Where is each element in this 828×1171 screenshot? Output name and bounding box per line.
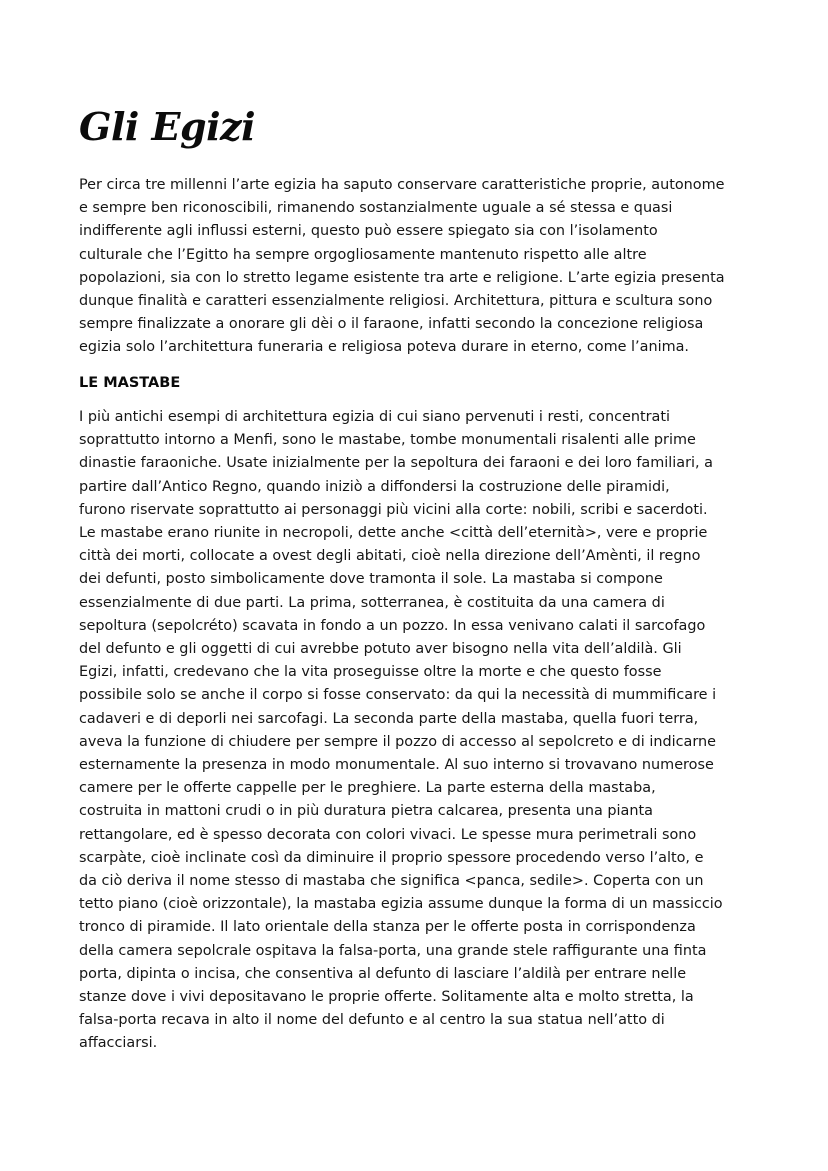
text-line: indifferente agli influssi esterni, questo può essere spiegato sia con l’isolamento xyxy=(79,223,658,240)
text-line: possibile solo se anche il corpo si fosse conservato: da qui la necessità di mummificare i xyxy=(79,687,717,704)
text-line: egizia solo l’architettura funeraria e religiosa poteva durare in eterno, come l’anima. xyxy=(79,339,689,356)
text-line: furono riservate soprattutto ai personaggi più vicini alla corte: nobili, scribi e sacerdoti. xyxy=(79,501,708,518)
text-line: partire dall’Antico Regno, quando iniziò a diffondersi la costruzione delle piramidi, xyxy=(79,478,670,495)
section-heading: LE MASTABE xyxy=(79,375,181,391)
text-line: dei defunti, posto simbolicamente dove tramonta il sole. La mastaba si compone xyxy=(79,571,663,588)
text-line: porta, dipinta o incisa, che consentiva al defunto di lasciare l’aldilà per entrare nelle xyxy=(79,965,687,982)
text-line: affacciarsi. xyxy=(79,1035,158,1052)
text-line: costruita in mattoni crudi o in più duratura pietra calcarea, presenta una pianta xyxy=(79,803,653,820)
text-line: della camera sepolcrale ospitava la falsa-porta, una grande stele raffigurante una finta xyxy=(79,942,707,959)
text-line: cadaveri e di deporli nei sarcofagi. La seconda parte della mastaba, quella fuori terra, xyxy=(79,710,699,727)
text-line: Per circa tre millenni l’arte egizia ha saputo conservare caratteristiche proprie, autonome xyxy=(79,177,725,193)
text-line: del defunto e gli oggetti di cui avrebbe potuto aver bisogno nella vita dell’aldilà. Gli xyxy=(79,641,682,658)
text-line: essenzialmente di due parti. La prima, sotterranea, è costituita da una camera di xyxy=(79,594,665,611)
text-line: soprattutto intorno a Menfi, sono le mastabe, tombe monumentali risalenti alle prime xyxy=(79,432,696,449)
text-line: aveva la funzione di chiudere per sempre il pozzo di accesso al sepolcreto e di indicarne xyxy=(79,733,716,750)
text-line: tetto piano (cioè orizzontale), la mastaba egizia assume dunque la forma di un massiccio xyxy=(79,896,723,913)
text-line: camere per le offerte cappelle per le preghiere. La parte esterna della mastaba, xyxy=(79,780,656,797)
intro-paragraph xyxy=(79,174,759,360)
body-paragraph xyxy=(79,406,759,1056)
text-line: dinastie faraoniche. Usate inizialmente per la sepoltura dei faraoni e dei loro familiari, a xyxy=(79,455,713,472)
text-line: dunque finalità e caratteri essenzialmente religiosi. Architettura, pittura e scultura sono xyxy=(79,293,713,310)
text-line: Le mastabe erano riunite in necropoli, dette anche <città dell’eternità>, vere e proprie xyxy=(79,525,708,542)
text-line: popolazioni, sia con lo stretto legame esistente tra arte e religione. L’arte egizia presenta xyxy=(79,269,725,286)
text-line: sempre finalizzate a onorare gli dèi o il faraone, infatti secondo la concezione religiosa xyxy=(79,316,704,333)
text-line: esternamente la presenza in modo monumentale. Al suo interno si trovavano numerose xyxy=(79,757,714,774)
text-line: da ciò deriva il nome stesso di mastaba che significa <panca, sedile>. Coperta con un xyxy=(79,873,704,890)
text-line: tronco di piramide. Il lato orientale della stanza per le offerte posta in corrispondenza xyxy=(79,919,696,936)
page-title: Gli Egizi xyxy=(79,104,256,149)
text-line: città dei morti, collocate a ovest degli abitati, cioè nella direzione dell’Amènti, il regno xyxy=(79,548,701,565)
text-line: culturale che l’Egitto ha sempre orgogliosamente mantenuto rispetto alle altre xyxy=(79,246,647,263)
text-line: e sempre ben riconoscibili, rimanendo sostanzialmente uguale a sé stessa e quasi xyxy=(79,200,673,217)
text-line: I più antichi esempi di architettura egizia di cui siano pervenuti i resti, concentrati xyxy=(79,409,670,425)
text-line: Egizi, infatti, credevano che la vita proseguisse oltre la morte e che questo fosse xyxy=(79,664,662,681)
text-line: stanze dove i vivi depositavano le proprie offerte. Solitamente alta e molto stretta, la xyxy=(79,989,694,1006)
text-line: sepoltura (sepolcréto) scavata in fondo a un pozzo. In essa venivano calati il sarcofago xyxy=(79,617,706,634)
text-line: scarpàte, cioè inclinate così da diminuire il proprio spessore procedendo verso l’alto, e xyxy=(79,849,704,866)
text-line: rettangolare, ed è spesso decorata con colori vivaci. Le spesse mura perimetrali sono xyxy=(79,826,697,843)
text-line: falsa-porta recava in alto il nome del defunto e al centro la sua statua nell’atto di xyxy=(79,1012,665,1029)
